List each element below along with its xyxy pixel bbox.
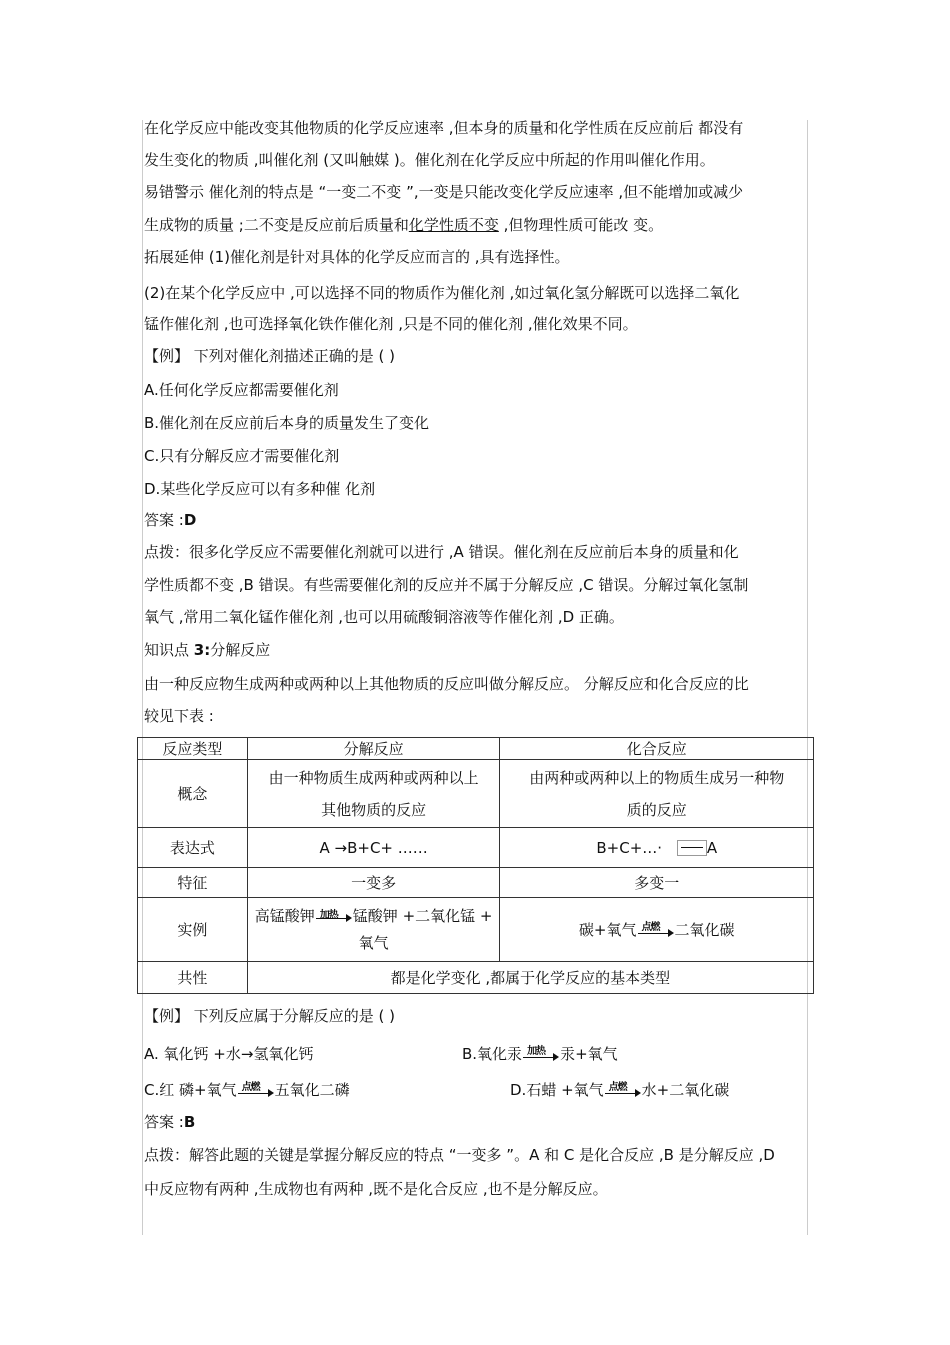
row-label-common: 共性 <box>138 962 248 994</box>
common-trait: 都是化学变化 ,都属于化学反应的基本类型 <box>247 962 813 994</box>
option-b-products: 汞+氧气 <box>560 1045 618 1063</box>
feature-combination: 多变一 <box>500 868 814 898</box>
arrow-icon <box>677 840 707 856</box>
example1-explain-line1: 点拨：很多化学反应不需要催化剂就可以进行 ,A 错误。催化剂在反应前后本身的质量和化 <box>144 543 739 561</box>
table-row-example <box>138 898 814 962</box>
example2-option-d <box>510 1080 729 1100</box>
row-label-expression: 表达式 <box>138 828 248 868</box>
row-label-concept: 概念 <box>138 760 248 828</box>
example-decomposition-products: 锰酸钾 +二氧化锰 + <box>352 906 493 925</box>
concept-decomposition-line1: 由一种物质生成两种或两种以上 <box>268 768 479 787</box>
option-b-reactant: B.氧化汞 <box>462 1045 523 1063</box>
example-combination <box>500 898 814 962</box>
heating-arrow-icon: 加热 <box>523 1046 559 1064</box>
kp3-line2: 较见下表 : <box>144 707 214 725</box>
example-combination-product: 二氧化碳 <box>674 921 735 939</box>
table-row-feature <box>138 868 814 898</box>
option-c-reactants: C.红 磷+氧气 <box>144 1081 237 1099</box>
example1-answer-value: D <box>183 511 197 529</box>
para1-line2: 发生变化的物质 ,叫催化剂 (又叫触媒 )。催化剂在化学反应中所起的作用叫催化作用。 <box>144 151 715 169</box>
expression-decomposition: A →B+C+ …… <box>247 828 500 868</box>
heating-arrow-icon: 加热 <box>316 907 352 925</box>
ignite-arrow-icon: 点燃 <box>605 1082 641 1100</box>
kp3-title-c: 分解反应 <box>210 641 271 659</box>
example1-explain-line2: 学性质都不变 ,B 错误。有些需要催化剂的反应并不属于分解反应 ,C 错误。分解过氧化氢制 <box>144 576 749 594</box>
example1-explain-line3: 氧气 ,常用二氧化锰作催化剂 ,也可以用硫酸铜溶液等作催化剂 ,D 正确。 <box>144 608 624 626</box>
table-row-expression <box>138 828 814 868</box>
kp3-line1: 由一种反应物生成两种或两种以上其他物质的反应叫做分解反应。 分解反应和化合反应的比 <box>144 675 749 693</box>
ext-line2: (2)在某个化学反应中 ,可以选择不同的物质作为催化剂 ,如过氧化氢分解既可以选择二氧化 <box>144 284 740 302</box>
warn-line2-b: ,但物理性质可能改 变。 <box>498 216 664 234</box>
example1-option-a: A.任何化学反应都需要催化剂 <box>144 381 339 399</box>
example2-option-b <box>462 1044 618 1064</box>
row-label-example: 实例 <box>138 898 248 962</box>
example1-answer-label: 答案 : <box>144 511 184 529</box>
example1-question: 【例】 下列对催化剂描述正确的是 ( ) <box>144 347 396 365</box>
example-decomposition-product2: 氧气 <box>358 933 389 952</box>
expression-combination <box>500 828 814 868</box>
header-combination: 化合反应 <box>500 738 814 760</box>
ignite-arrow-icon: 点燃 <box>238 1082 274 1100</box>
ext-line1: 拓展延伸 (1)催化剂是针对具体的化学反应而言的 ,具有选择性。 <box>144 248 570 266</box>
example2-option-a: A. 氧化钙 +水→氢氧化钙 <box>144 1045 314 1063</box>
example2-answer-value: B <box>183 1113 196 1131</box>
example-decomposition-reactant: 高锰酸钾 <box>254 906 315 925</box>
example1-option-c: C.只有分解反应才需要催化剂 <box>144 447 340 465</box>
example1-option-b: B.催化剂在反应前后本身的质量发生了变化 <box>144 414 430 432</box>
table-row-concept <box>138 760 814 828</box>
comparison-table <box>137 737 814 994</box>
warn-line1: 易错警示 催化剂的特点是 “一变二不变 ”,一变是只能改变化学反应速率 ,但不能增加或减少 <box>144 183 744 201</box>
example2-question: 【例】 下列反应属于分解反应的是 ( ) <box>144 1007 396 1025</box>
example2-explain-line2: 中反应物有两种 ,生成物也有两种 ,既不是化合反应 ,也不是分解反应。 <box>144 1180 608 1198</box>
expression-combination-left: B+C+…· <box>596 838 667 857</box>
kp3-title <box>144 640 270 660</box>
warn-line2 <box>144 215 663 235</box>
header-type: 反应类型 <box>138 738 248 760</box>
feature-decomposition: 一变多 <box>247 868 500 898</box>
ext-line3: 锰作催化剂 ,也可选择氧化铁作催化剂 ,只是不同的催化剂 ,催化效果不同。 <box>144 315 638 333</box>
kp3-title-a: 知识点 <box>144 641 194 659</box>
warn-line2-underlined: 化学性质不变 <box>408 216 499 234</box>
warn-line2-a: 生成物的质量 ;二不变是反应前后质量和 <box>144 216 409 234</box>
expression-combination-right: A <box>706 838 718 857</box>
example2-answer <box>144 1112 195 1132</box>
example1-option-d: D.某些化学反应可以有多种催 化剂 <box>144 480 376 498</box>
concept-combination-line1: 由两种或两种以上的物质生成另一种物 <box>529 768 785 787</box>
table-row-common <box>138 962 814 994</box>
concept-combination-line2: 质的反应 <box>626 800 687 819</box>
row-label-feature: 特征 <box>138 868 248 898</box>
example-decomposition <box>247 898 500 962</box>
concept-decomposition-line2: 其他物质的反应 <box>321 800 427 819</box>
option-c-product: 五氧化二磷 <box>274 1081 350 1099</box>
example1-answer <box>144 510 196 530</box>
kp3-title-num: 3: <box>193 641 211 659</box>
para1-line1: 在化学反应中能改变其他物质的化学反应速率 ,但本身的质量和化学性质在反应前后 都没有 <box>144 119 744 137</box>
concept-combination <box>500 760 814 828</box>
table-header-row <box>138 738 814 760</box>
example2-option-c <box>144 1080 350 1100</box>
header-decomposition: 分解反应 <box>247 738 500 760</box>
option-d-reactants: D.石蜡 +氧气 <box>510 1081 604 1099</box>
ignite-arrow-icon: 点燃 <box>638 922 674 940</box>
concept-decomposition <box>247 760 500 828</box>
example2-explain-line1: 点拨：解答此题的关键是掌握分解反应的特点 “一变多 ”。A 和 C 是化合反应 ,B 是分解反应 ,D <box>144 1146 775 1164</box>
example2-answer-label: 答案 : <box>144 1113 184 1131</box>
example-combination-reactants: 碳+氧气 <box>578 921 637 939</box>
option-d-products: 水+二氧化碳 <box>641 1081 730 1099</box>
